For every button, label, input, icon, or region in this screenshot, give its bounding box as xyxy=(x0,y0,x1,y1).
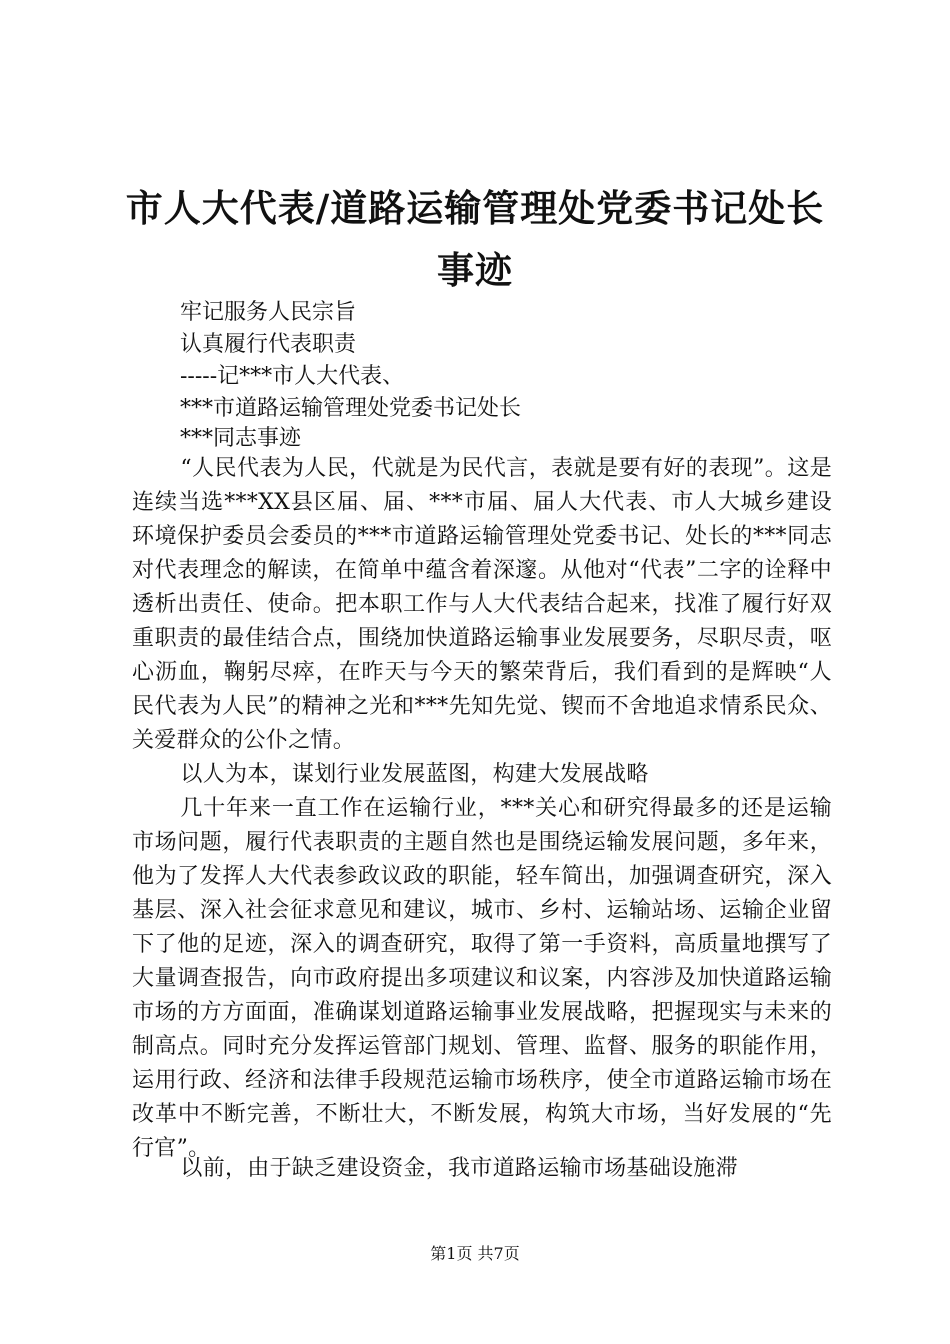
subheading-1: 牢记服务人民宗旨 xyxy=(180,300,357,325)
subheading-5: ***同志事迹 xyxy=(180,426,302,451)
subheading-3: -----记***市人大代表、 xyxy=(180,364,405,389)
paragraph-4: 以前，由于缺乏建设资金，我市道路运输市场基础设施滞 xyxy=(180,1156,738,1181)
paragraph-1: “人民代表为人民，代就是为民代言，表就是要有好的表现”。这是连续当选***XX县区届、届、***市届、届人大代表、市人大城乡建设环境保护委员会委员的***市道路运输管理处党委书记、处长的***同志对代表理念的解读，在简单中蕴含着深邃。从他对“代表”二字的诠释中透析出责任、使命。把本职工作与人大代表结合起来，找准了履行好双重职责的最佳结合点，围绕加快道路运输事业发展要务，尽职尽责，呕心沥血，鞠躬尽瘁，在昨天与今天的繁荣背后，我们看到的是辉映“人民代表为人民”的精神之光和***先知先觉、锲而不舍地追求情系民众、关爱群众的公仆之情。 xyxy=(132,456,832,753)
document-title: 市人大代表/道路运输管理处党委书记处长事迹 xyxy=(125,187,825,292)
paragraph-3: 几十年来一直工作在运输行业，***关心和研究得最多的还是运输市场问题，履行代表职责的主题自然也是围绕运输发展问题，多年来，他为了发挥人大代表参政议政的职能，轻车简出，加强调查研究，深入基层、深入社会征求意见和建议，城市、乡村、运输站场、运输企业留下了他的足迹，深入的调查研究，取得了第一手资料，高质量地撰写了大量调查报告，向市政府提出多项建议和议案，内容涉及加快道路运输市场的方方面面，准确谋划道路运输事业发展战略，把握现实与未来的制高点。同时充分发挥运管部门规划、管理、监督、服务的职能作用，运用行政、经济和法律手段规范运输市场秩序，使全市道路运输市场在改革中不断完善，不断壮大，不断发展，构筑大市场，当好发展的“先行官”。 xyxy=(132,796,832,1161)
subheading-2: 认真履行代表职责 xyxy=(180,332,357,357)
paragraph-2: 以人为本，谋划行业发展蓝图，构建大发展战略 xyxy=(180,762,649,787)
page-footer: 第1页 共7页 xyxy=(430,1244,520,1263)
subheading-4: ***市道路运输管理处党委书记处长 xyxy=(180,396,522,421)
